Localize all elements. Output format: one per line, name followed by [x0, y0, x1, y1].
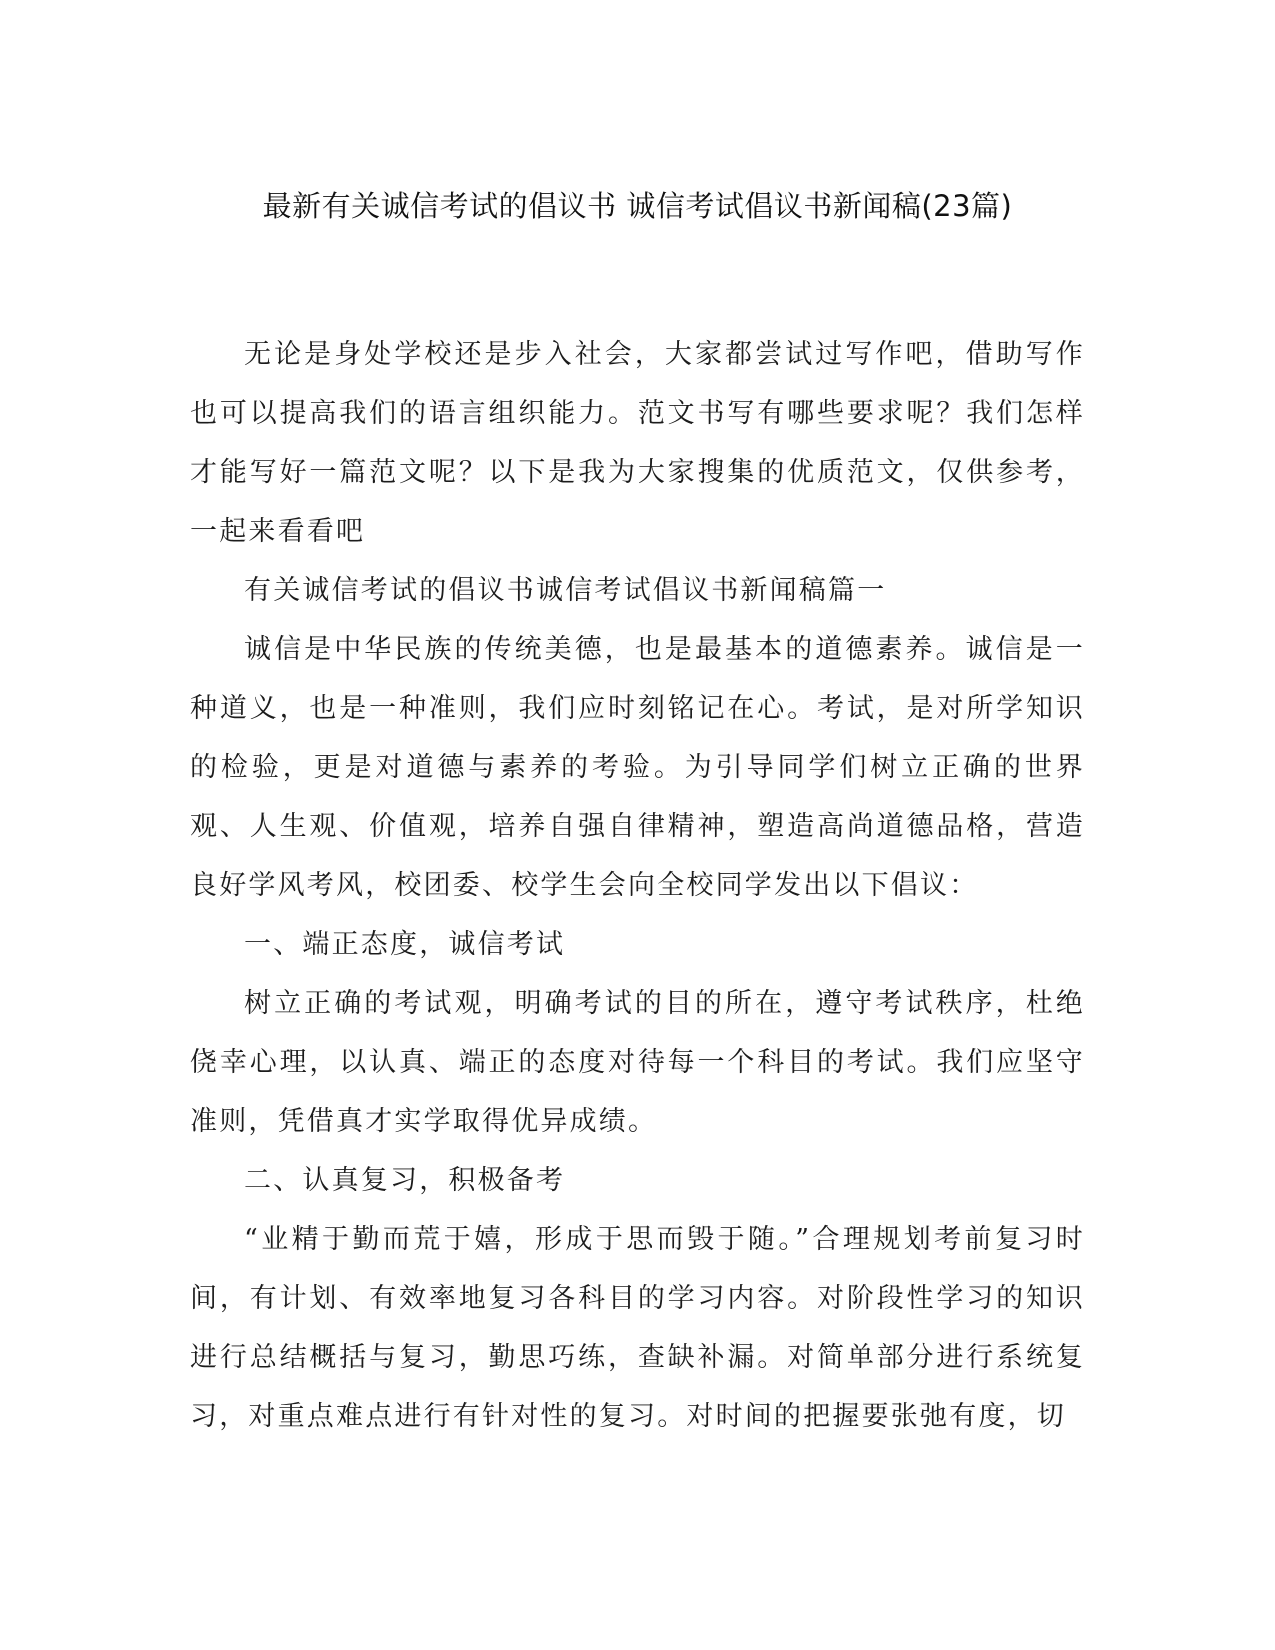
- body-paragraph: “业精于勤而荒于嬉，形成于思而毁于随。”合理规划考前复习时间，有计划、有效率地复习各科目的学习内容。对阶段性学习的知识进行总结概括与复习，勤思巧练，查缺补漏。对简单部分进行系统复习，对重点难点进行有针对性的复习。对时间的把握要张弛有度，切: [190, 1224, 1085, 1432]
- section-heading: 有关诚信考试的倡议书诚信考试倡议书新闻稿篇一: [244, 575, 887, 606]
- body-paragraph: 诚信是中华民族的传统美德，也是最基本的道德素养。诚信是一种道义，也是一种准则，我们应时刻铭记在心。考试，是对所学知识的检验，更是对道德与素养的考验。为引导同学们树立正确的世界观、人生观、价值观，培养自强自律精神，塑造高尚道德品格，营造良好学风考风，校团委、校学生会向全校同学发出以下倡议：: [190, 634, 1085, 901]
- document-body: [190, 325, 1085, 1446]
- subheading-1: 一、端正态度，诚信考试: [244, 929, 566, 960]
- body-paragraph: 树立正确的考试观，明确考试的目的所在，遵守考试秩序，杜绝侥幸心理，以认真、端正的态度对待每一个科目的考试。我们应坚守准则，凭借真才实学取得优异成绩。: [190, 988, 1085, 1137]
- document-title: 最新有关诚信考试的倡议书 诚信考试倡议书新闻稿(23篇): [262, 189, 1013, 223]
- intro-paragraph: 无论是身处学校还是步入社会，大家都尝试过写作吧，借助写作也可以提高我们的语言组织能力。范文书写有哪些要求呢？我们怎样才能写好一篇范文呢？以下是我为大家搜集的优质范文，仅供参考，一起来看看吧: [190, 339, 1085, 547]
- subheading-2: 二、认真复习，积极备考: [244, 1165, 566, 1196]
